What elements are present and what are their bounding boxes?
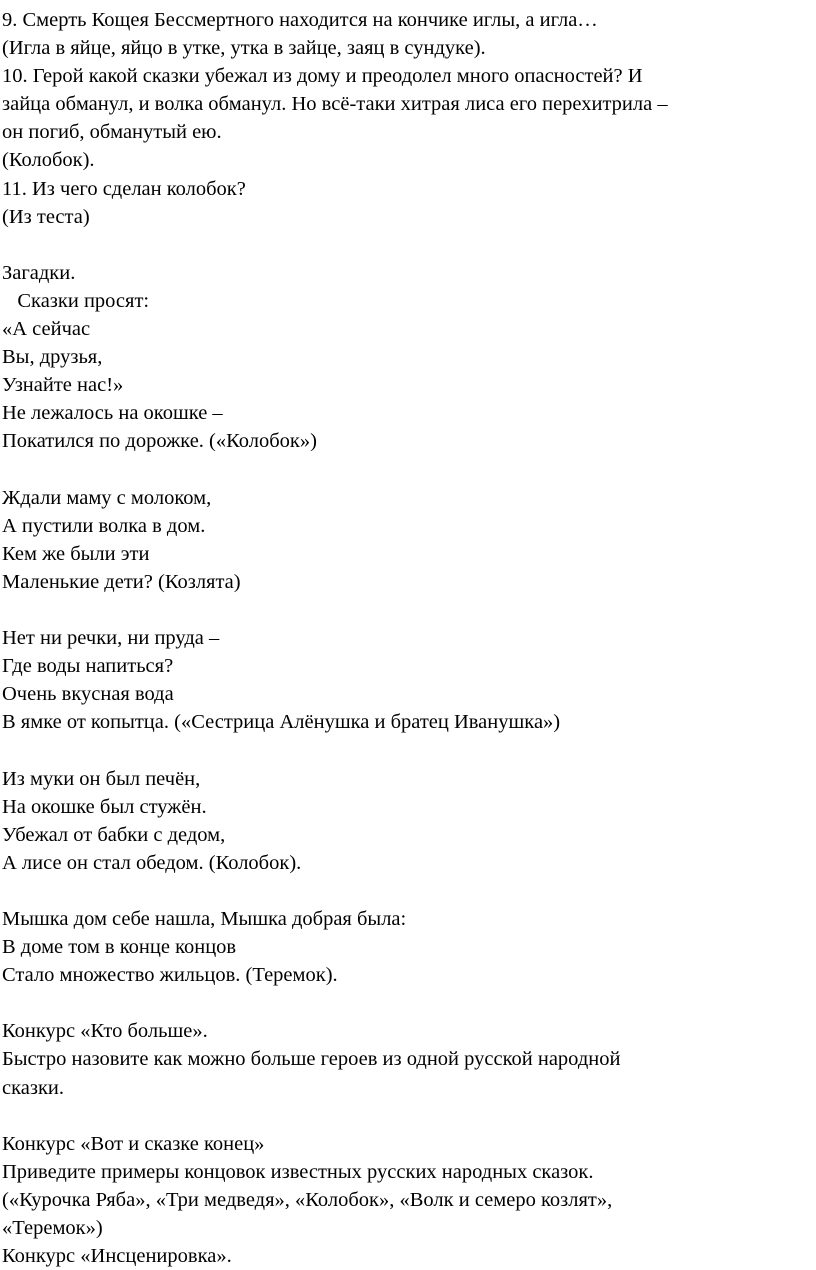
blank-line: [2, 877, 816, 905]
text-line: Не лежалось на окошке –: [2, 402, 223, 425]
text-line: 11. Из чего сделан колобок?: [2, 177, 246, 200]
text-line: Узнайте нас!»: [2, 374, 124, 397]
text-line: Убежал от бабки с дедом,: [2, 823, 226, 846]
text-line: Очень вкусная вода: [2, 683, 174, 706]
text-line: Где воды напиться?: [2, 655, 174, 678]
text-line: Ждали маму с молоком,: [2, 486, 212, 509]
blank-line: [2, 231, 816, 259]
text-line: («Курочка Ряба», «Три медведя», «Колобок», «Волк и семеро козлят»,: [2, 1188, 613, 1211]
text-line: 9. Смерть Кощея Бессмертного находится на кончике иглы, а игла…: [2, 9, 598, 31]
blank-line: [2, 736, 816, 764]
text-line: А пустили волка в дом.: [2, 514, 206, 537]
text-line: зайца обманул, и волка обманул. Но всё-таки хитрая лиса его перехитрила –: [2, 93, 668, 116]
text-line: В доме том в конце концов: [2, 936, 237, 959]
text-line: Сказки просят:: [2, 289, 150, 312]
text-line: Быстро назовите как можно больше героев из одной русской народной: [2, 1048, 621, 1071]
blank-line: [2, 596, 816, 624]
text-line: Приведите примеры концовок известных русских народных сказок.: [2, 1160, 594, 1183]
text-line: 10. Герой какой сказки убежал из дому и преодолел много опасностей? И: [2, 65, 643, 88]
text-line: Из муки он был печён,: [2, 767, 201, 790]
text-line: Маленькие дети? (Козлята): [2, 570, 241, 593]
text-line: он погиб, обманутый ею.: [2, 121, 222, 144]
blank-line: [2, 1102, 816, 1130]
text-line: Конкурс «Инсценировка».: [2, 1245, 232, 1268]
text-line: Загадки.: [2, 261, 76, 284]
text-line: Стало множество жильцов. (Теремок).: [2, 964, 338, 987]
blank-line: [2, 989, 816, 1017]
text-line: А лисе он стал обедом. (Колобок).: [2, 851, 302, 874]
text-line: (Из теста): [2, 205, 90, 228]
text-line: В ямке от копытца. («Сестрица Алёнушка и братец Иванушка»): [2, 711, 561, 734]
text-line: (Колобок).: [2, 149, 95, 172]
document-body: [2, 6, 816, 1270]
text-line: Мышка дом себе нашла, Мышка добрая была:: [2, 908, 407, 930]
text-line: сказки.: [2, 1076, 65, 1099]
text-line: Нет ни речки, ни пруда –: [2, 627, 220, 650]
blank-line: [2, 456, 816, 484]
text-line: Покатился по дорожке. («Колобок»): [2, 430, 317, 453]
text-line: Конкурс «Кто больше».: [2, 1020, 208, 1043]
text-line: (Игла в яйце, яйцо в утке, утка в зайце, заяц в сундуке).: [2, 37, 486, 60]
text-line: «А сейчас: [2, 318, 91, 341]
text-line: Конкурс «Вот и сказке конец»: [2, 1132, 265, 1155]
text-line: «Теремок»): [2, 1217, 103, 1240]
text-line: На окошке был стужён.: [2, 795, 207, 818]
text-line: Вы, друзья,: [2, 346, 103, 369]
text-line: Кем же были эти: [2, 542, 150, 565]
